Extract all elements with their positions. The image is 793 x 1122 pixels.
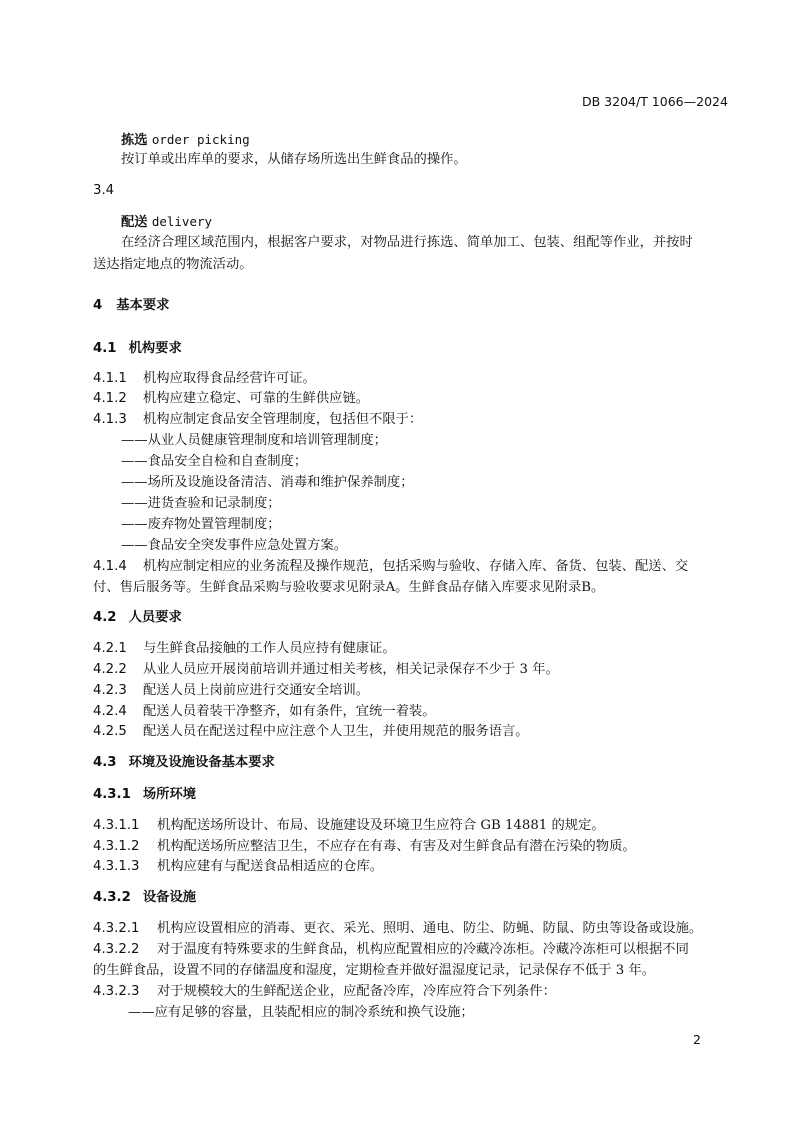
term-picking-title-cn: 拣选: [121, 133, 148, 148]
clause-4-3-2-2-number: 4.3.2.2: [93, 942, 140, 957]
clause-4-2-3: [93, 682, 369, 700]
clause-4-3-2-1-number: 4.3.2.1: [93, 921, 140, 936]
clause-4-2-5-text: 配送人员在配送过程中应注意个人卫生，并使用规范的服务语言。: [143, 724, 529, 739]
section-4-2-number: 4.2: [93, 610, 117, 625]
clause-4-3-1-1-number: 4.3.1.1: [93, 818, 140, 833]
list-item: ——场所及设施设备清洁、消毒和维护保养制度；: [121, 475, 414, 490]
clause-4-1-2: [93, 390, 369, 408]
list-item: ——废弃物处置管理制度；: [121, 517, 281, 532]
clause-4-2-1-number: 4.2.1: [93, 641, 127, 656]
section-4-2-title: 人员要求: [128, 610, 182, 625]
clause-4-2-2-number: 4.2.2: [93, 662, 127, 677]
clause-4-1-4-line2: 付、售后服务等。生鲜食品采购与验收要求见附录A。生鲜食品存储入库要求见附录B。: [93, 580, 605, 595]
list-item: ——食品安全自检和自查制度；: [121, 454, 308, 469]
list-item: ——应有足够的容量，且装配相应的制冷系统和换气设施；: [128, 1005, 474, 1020]
clause-4-2-5-number: 4.2.5: [93, 724, 127, 739]
clause-4-2-5: [93, 723, 529, 741]
term-delivery-title-en: delivery: [151, 214, 213, 229]
clause-4-3-2-1-text: 机构应设置相应的消毒、更衣、采光、照明、通电、防尘、防蝇、防鼠、防虫等设备或设施。: [157, 921, 703, 936]
clause-4-3-2-2-line2: 的生鲜食品，设置不同的存储温度和湿度，定期检查并做好温湿度记录，记录保存不低于 3 年。: [93, 963, 656, 978]
clause-4-3-2-2-line1: 对于温度有特殊要求的生鲜食品，机构应配置相应的冷藏冷冻柜。冷藏冷冻柜可以根据不同: [157, 942, 689, 957]
term-picking-title-en: order picking: [151, 132, 250, 147]
clause-4-3-2-3: [93, 983, 556, 1001]
section-4-3-title: 环境及设施设备基本要求: [128, 755, 275, 770]
clause-4-3-2-3-text: 对于规模较大的生鲜配送企业，应配备冷库，冷库应符合下列条件：: [157, 984, 556, 999]
clause-4-3-1-3-number: 4.3.1.3: [93, 859, 140, 874]
section-4-3-1-number: 4.3.1: [93, 787, 131, 802]
section-4-3-number: 4.3: [93, 755, 117, 770]
page-number: 2: [693, 1032, 701, 1047]
term-picking-title: [121, 131, 250, 150]
clause-4-2-3-number: 4.2.3: [93, 683, 127, 698]
list-item: ——进货查验和记录制度；: [121, 496, 281, 511]
clause-4-3-1-3-text: 机构应建有与配送食品相适应的仓库。: [157, 859, 384, 874]
term-delivery-title-cn: 配送: [121, 215, 148, 230]
clause-4-1-3: [93, 411, 422, 429]
clause-4-1-4-line1: 机构应制定相应的业务流程及操作规范，包括采购与验收、存储入库、备货、包装、配送、交: [143, 559, 689, 574]
clause-4-3-1-2: [93, 838, 636, 856]
document-number: DB 3204/T 1066—2024: [582, 94, 728, 109]
clause-4-1-1: [93, 370, 316, 388]
clause-4-3-1-2-text: 机构配送场所应整洁卫生，不应存在有毒、有害及对生鲜食品有潜在污染的物质。: [157, 839, 636, 854]
list-item: ——食品安全突发事件应急处置方案。: [121, 538, 348, 553]
clause-4-1-2-number: 4.1.2: [93, 391, 127, 406]
clause-4-3-1-1: [93, 817, 605, 835]
clause-4-2-3-text: 配送人员上岗前应进行交通安全培训。: [143, 683, 370, 698]
term-delivery-definition-line1: 在经济合理区域范围内，根据客户要求，对物品进行拣选、简单加工、包装、组配等作业，并按时: [121, 235, 693, 250]
clause-4-1-4: [93, 558, 688, 576]
section-4-1-number: 4.1: [93, 341, 117, 356]
term-picking-definition: 按订单或出库单的要求，从储存场所选出生鲜食品的操作。: [121, 152, 467, 167]
clause-4-3-2-3-number: 4.3.2.3: [93, 984, 140, 999]
term-delivery-definition-line2: 送达指定地点的物流活动。: [93, 257, 253, 272]
clause-4-2-4-text: 配送人员着装干净整齐，如有条件，宜统一着装。: [143, 704, 436, 719]
section-4-number: 4: [93, 298, 103, 313]
clause-4-1-3-text: 机构应制定食品安全管理制度，包括但不限于：: [143, 412, 423, 427]
clause-4-1-1-number: 4.1.1: [93, 371, 127, 386]
clause-4-1-1-text: 机构应取得食品经营许可证。: [143, 371, 316, 386]
clause-4-3-1-1-text: 机构配送场所设计、布局、设施建设及环境卫生应符合 GB 14881 的规定。: [157, 818, 605, 833]
clause-4-2-4: [93, 703, 436, 721]
section-4-1-heading: [93, 340, 182, 358]
section-4-3-2-title: 设备设施: [142, 890, 197, 905]
section-4-title: 基本要求: [116, 298, 170, 313]
term-delivery-title: [121, 213, 212, 232]
clause-4-3-1-2-number: 4.3.1.2: [93, 839, 140, 854]
clause-4-1-2-text: 机构应建立稳定、可靠的生鲜供应链。: [143, 391, 370, 406]
clause-4-2-2-text: 从业人员应开展岗前培训并通过相关考核，相关记录保存不少于 3 年。: [143, 662, 559, 677]
section-4-2-heading: [93, 609, 182, 627]
section-4-3-1-title: 场所环境: [142, 787, 197, 802]
clause-4-1-3-number: 4.1.3: [93, 412, 127, 427]
clause-4-2-1-text: 与生鲜食品接触的工作人员应持有健康证。: [143, 641, 396, 656]
section-4-3-2-heading: [93, 889, 196, 907]
section-4-3-2-number: 4.3.2: [93, 890, 131, 905]
list-item: ——从业人员健康管理制度和培训管理制度；: [121, 433, 387, 448]
clause-4-3-1-3: [93, 858, 383, 876]
clause-4-2-2: [93, 661, 559, 679]
clause-4-3-2-1: [93, 920, 702, 938]
section-4-3-heading: [93, 754, 275, 772]
clause-4-2-4-number: 4.2.4: [93, 704, 127, 719]
section-4-1-title: 机构要求: [128, 341, 182, 356]
term-delivery-number: 3.4: [93, 183, 115, 198]
section-4-heading: [93, 297, 169, 315]
clause-4-1-4-number: 4.1.4: [93, 559, 127, 574]
clause-4-2-1: [93, 640, 396, 658]
section-4-3-1-heading: [93, 786, 196, 804]
clause-4-3-2-2: [93, 941, 689, 959]
